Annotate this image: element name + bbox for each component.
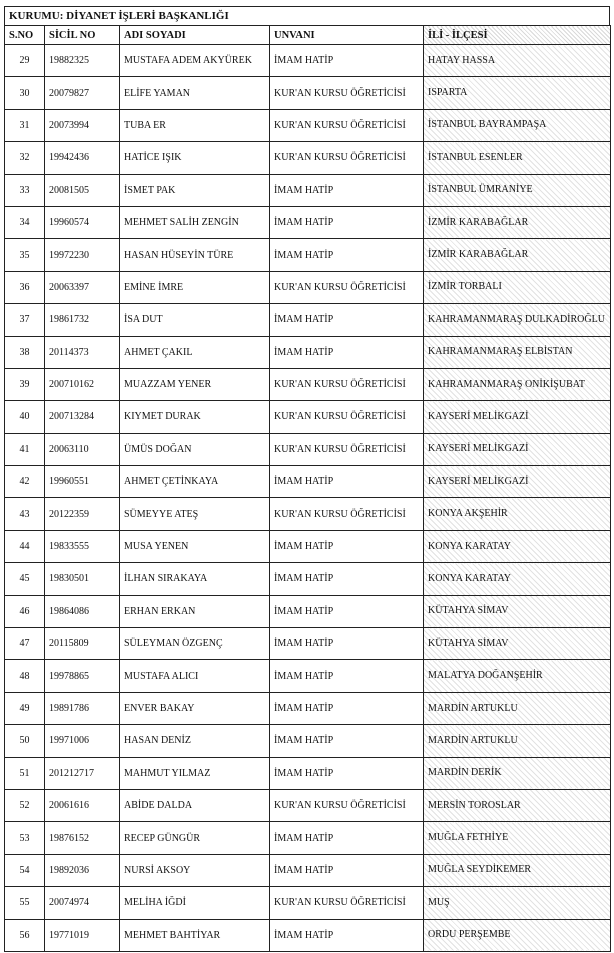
table-row	[5, 725, 611, 757]
cell-unvani: İMAM HATİP	[270, 692, 424, 724]
table-row	[5, 563, 611, 595]
cell-ili-ilcesi: İSTANBUL ÜMRANİYE	[424, 174, 611, 206]
cell-ili-ilcesi: İZMİR KARABAĞLAR	[424, 239, 611, 271]
cell-unvani: KUR'AN KURSU ÖĞRETİCİSİ	[270, 887, 424, 919]
cell-adi-soyadi: ERHAN ERKAN	[120, 595, 270, 627]
table-row	[5, 789, 611, 821]
cell-unvani: KUR'AN KURSU ÖĞRETİCİSİ	[270, 109, 424, 141]
cell-sno: 46	[5, 595, 45, 627]
table-row	[5, 271, 611, 303]
cell-sicil-no: 20079827	[45, 77, 120, 109]
cell-unvani: İMAM HATİP	[270, 822, 424, 854]
table-row	[5, 401, 611, 433]
cell-unvani: İMAM HATİP	[270, 336, 424, 368]
header-sno: S.NO	[5, 26, 45, 45]
cell-sno: 47	[5, 628, 45, 660]
cell-sno: 51	[5, 757, 45, 789]
cell-ili-ilcesi: İSTANBUL BAYRAMPAŞA	[424, 109, 611, 141]
cell-sicil-no: 200713284	[45, 401, 120, 433]
table-row	[5, 206, 611, 238]
cell-unvani: İMAM HATİP	[270, 854, 424, 886]
table-row	[5, 822, 611, 854]
header-sicil-no: SİCİL NO	[45, 26, 120, 45]
header-row	[5, 26, 611, 45]
cell-sicil-no: 19861732	[45, 304, 120, 336]
cell-ili-ilcesi: KONYA KARATAY	[424, 530, 611, 562]
cell-sno: 55	[5, 887, 45, 919]
cell-adi-soyadi: İLHAN SIRAKAYA	[120, 563, 270, 595]
cell-sno: 43	[5, 498, 45, 530]
table-row	[5, 887, 611, 919]
table-row	[5, 498, 611, 530]
personnel-table	[4, 25, 611, 952]
cell-adi-soyadi: ELİFE YAMAN	[120, 77, 270, 109]
cell-sicil-no: 20061616	[45, 789, 120, 821]
cell-adi-soyadi: EMİNE İMRE	[120, 271, 270, 303]
cell-sicil-no: 19960551	[45, 466, 120, 498]
table-row	[5, 692, 611, 724]
cell-adi-soyadi: MUSTAFA ALICI	[120, 660, 270, 692]
cell-adi-soyadi: İSMET PAK	[120, 174, 270, 206]
cell-sno: 42	[5, 466, 45, 498]
cell-adi-soyadi: SÜMEYYE ATEŞ	[120, 498, 270, 530]
cell-sno: 45	[5, 563, 45, 595]
cell-ili-ilcesi: KAHRAMANMARAŞ DULKADİROĞLU	[424, 304, 611, 336]
cell-unvani: İMAM HATİP	[270, 530, 424, 562]
cell-unvani: KUR'AN KURSU ÖĞRETİCİSİ	[270, 77, 424, 109]
cell-ili-ilcesi: ISPARTA	[424, 77, 611, 109]
cell-ili-ilcesi: MUŞ	[424, 887, 611, 919]
table-row	[5, 628, 611, 660]
cell-ili-ilcesi: KAYSERİ MELİKGAZİ	[424, 433, 611, 465]
cell-adi-soyadi: HATİCE IŞIK	[120, 142, 270, 174]
cell-unvani: İMAM HATİP	[270, 660, 424, 692]
cell-sicil-no: 20063397	[45, 271, 120, 303]
cell-unvani: KUR'AN KURSU ÖĞRETİCİSİ	[270, 271, 424, 303]
cell-sicil-no: 19830501	[45, 563, 120, 595]
cell-unvani: İMAM HATİP	[270, 174, 424, 206]
cell-sno: 48	[5, 660, 45, 692]
table-row	[5, 336, 611, 368]
cell-ili-ilcesi: KAYSERİ MELİKGAZİ	[424, 466, 611, 498]
cell-sno: 31	[5, 109, 45, 141]
cell-sicil-no: 19771019	[45, 919, 120, 951]
cell-adi-soyadi: KIYMET DURAK	[120, 401, 270, 433]
cell-sicil-no: 19942436	[45, 142, 120, 174]
cell-adi-soyadi: TUBA ER	[120, 109, 270, 141]
cell-sicil-no: 19978865	[45, 660, 120, 692]
cell-sicil-no: 19882325	[45, 45, 120, 77]
cell-ili-ilcesi: MUĞLA SEYDİKEMER	[424, 854, 611, 886]
cell-unvani: İMAM HATİP	[270, 919, 424, 951]
cell-sno: 38	[5, 336, 45, 368]
cell-sno: 56	[5, 919, 45, 951]
cell-ili-ilcesi: MARDİN ARTUKLU	[424, 692, 611, 724]
cell-adi-soyadi: ENVER BAKAY	[120, 692, 270, 724]
cell-adi-soyadi: MEHMET BAHTİYAR	[120, 919, 270, 951]
cell-unvani: İMAM HATİP	[270, 206, 424, 238]
cell-ili-ilcesi: KÜTAHYA SİMAV	[424, 595, 611, 627]
institution-title: KURUMU: DİYANET İŞLERİ BAŞKANLIĞI	[4, 6, 610, 25]
cell-adi-soyadi: MUSA YENEN	[120, 530, 270, 562]
cell-adi-soyadi: RECEP GÜNGÜR	[120, 822, 270, 854]
cell-sicil-no: 19971006	[45, 725, 120, 757]
cell-unvani: KUR'AN KURSU ÖĞRETİCİSİ	[270, 401, 424, 433]
cell-ili-ilcesi: KAYSERİ MELİKGAZİ	[424, 401, 611, 433]
cell-sno: 33	[5, 174, 45, 206]
cell-sno: 49	[5, 692, 45, 724]
cell-sno: 52	[5, 789, 45, 821]
cell-sno: 40	[5, 401, 45, 433]
cell-ili-ilcesi: KONYA KARATAY	[424, 563, 611, 595]
cell-sicil-no: 19876152	[45, 822, 120, 854]
cell-ili-ilcesi: KAHRAMANMARAŞ ONİKİŞUBAT	[424, 368, 611, 400]
cell-adi-soyadi: MEHMET SALİH ZENGİN	[120, 206, 270, 238]
cell-sicil-no: 201212717	[45, 757, 120, 789]
table-row	[5, 919, 611, 951]
cell-unvani: KUR'AN KURSU ÖĞRETİCİSİ	[270, 498, 424, 530]
table-row	[5, 239, 611, 271]
cell-ili-ilcesi: MUĞLA FETHİYE	[424, 822, 611, 854]
cell-sno: 36	[5, 271, 45, 303]
cell-unvani: İMAM HATİP	[270, 595, 424, 627]
cell-sno: 41	[5, 433, 45, 465]
cell-sicil-no: 19892036	[45, 854, 120, 886]
cell-adi-soyadi: MUAZZAM YENER	[120, 368, 270, 400]
cell-ili-ilcesi: ORDU PERŞEMBE	[424, 919, 611, 951]
cell-adi-soyadi: HASAN DENİZ	[120, 725, 270, 757]
header-ili-ilcesi: İLİ - İLÇESİ	[424, 26, 611, 45]
table-row	[5, 77, 611, 109]
cell-unvani: İMAM HATİP	[270, 304, 424, 336]
cell-unvani: İMAM HATİP	[270, 563, 424, 595]
cell-sno: 35	[5, 239, 45, 271]
table-body	[5, 45, 611, 952]
table-row	[5, 45, 611, 77]
table-row	[5, 304, 611, 336]
document-sheet	[4, 6, 610, 952]
table-row	[5, 660, 611, 692]
cell-sno: 50	[5, 725, 45, 757]
table-row	[5, 433, 611, 465]
table-row	[5, 757, 611, 789]
cell-sno: 44	[5, 530, 45, 562]
cell-ili-ilcesi: İZMİR TORBALI	[424, 271, 611, 303]
header-unvani: UNVANI	[270, 26, 424, 45]
cell-ili-ilcesi: MERSİN TOROSLAR	[424, 789, 611, 821]
table-row	[5, 530, 611, 562]
cell-adi-soyadi: MAHMUT YILMAZ	[120, 757, 270, 789]
cell-adi-soyadi: AHMET ÇAKIL	[120, 336, 270, 368]
cell-adi-soyadi: AHMET ÇETİNKAYA	[120, 466, 270, 498]
cell-sno: 53	[5, 822, 45, 854]
cell-sno: 39	[5, 368, 45, 400]
table-row	[5, 368, 611, 400]
cell-unvani: İMAM HATİP	[270, 757, 424, 789]
cell-sicil-no: 20122359	[45, 498, 120, 530]
table-row	[5, 854, 611, 886]
cell-sicil-no: 20114373	[45, 336, 120, 368]
cell-unvani: KUR'AN KURSU ÖĞRETİCİSİ	[270, 368, 424, 400]
cell-unvani: İMAM HATİP	[270, 45, 424, 77]
cell-ili-ilcesi: KÜTAHYA SİMAV	[424, 628, 611, 660]
cell-adi-soyadi: NURSİ AKSOY	[120, 854, 270, 886]
cell-ili-ilcesi: KAHRAMANMARAŞ ELBİSTAN	[424, 336, 611, 368]
cell-ili-ilcesi: İZMİR KARABAĞLAR	[424, 206, 611, 238]
cell-unvani: KUR'AN KURSU ÖĞRETİCİSİ	[270, 142, 424, 174]
cell-sicil-no: 20115809	[45, 628, 120, 660]
cell-ili-ilcesi: HATAY HASSA	[424, 45, 611, 77]
table-row	[5, 595, 611, 627]
cell-ili-ilcesi: MALATYA DOĞANŞEHİR	[424, 660, 611, 692]
cell-adi-soyadi: HASAN HÜSEYİN TÜRE	[120, 239, 270, 271]
table-row	[5, 142, 611, 174]
table-header	[5, 26, 611, 45]
cell-sno: 34	[5, 206, 45, 238]
cell-sicil-no: 19960574	[45, 206, 120, 238]
cell-adi-soyadi: SÜLEYMAN ÖZGENÇ	[120, 628, 270, 660]
cell-unvani: İMAM HATİP	[270, 466, 424, 498]
cell-sno: 32	[5, 142, 45, 174]
cell-unvani: İMAM HATİP	[270, 725, 424, 757]
cell-adi-soyadi: MELİHA İĞDİ	[120, 887, 270, 919]
cell-adi-soyadi: MUSTAFA ADEM AKYÜREK	[120, 45, 270, 77]
cell-unvani: KUR'AN KURSU ÖĞRETİCİSİ	[270, 433, 424, 465]
table-row	[5, 466, 611, 498]
cell-sno: 54	[5, 854, 45, 886]
cell-sicil-no: 19891786	[45, 692, 120, 724]
cell-sno: 29	[5, 45, 45, 77]
table-row	[5, 109, 611, 141]
cell-sicil-no: 20081505	[45, 174, 120, 206]
cell-sicil-no: 19833555	[45, 530, 120, 562]
cell-adi-soyadi: İSA DUT	[120, 304, 270, 336]
cell-sicil-no: 19972230	[45, 239, 120, 271]
cell-sno: 37	[5, 304, 45, 336]
header-adi-soyadi: ADI SOYADI	[120, 26, 270, 45]
cell-unvani: İMAM HATİP	[270, 628, 424, 660]
cell-sicil-no: 200710162	[45, 368, 120, 400]
cell-sicil-no: 20073994	[45, 109, 120, 141]
cell-adi-soyadi: ABİDE DALDA	[120, 789, 270, 821]
cell-ili-ilcesi: MARDİN ARTUKLU	[424, 725, 611, 757]
cell-unvani: KUR'AN KURSU ÖĞRETİCİSİ	[270, 789, 424, 821]
cell-sicil-no: 19864086	[45, 595, 120, 627]
cell-unvani: İMAM HATİP	[270, 239, 424, 271]
cell-ili-ilcesi: KONYA AKŞEHİR	[424, 498, 611, 530]
cell-sicil-no: 20063110	[45, 433, 120, 465]
cell-sicil-no: 20074974	[45, 887, 120, 919]
cell-ili-ilcesi: İSTANBUL ESENLER	[424, 142, 611, 174]
cell-adi-soyadi: ÜMÜS DOĞAN	[120, 433, 270, 465]
cell-sno: 30	[5, 77, 45, 109]
cell-ili-ilcesi: MARDİN DERİK	[424, 757, 611, 789]
table-row	[5, 174, 611, 206]
